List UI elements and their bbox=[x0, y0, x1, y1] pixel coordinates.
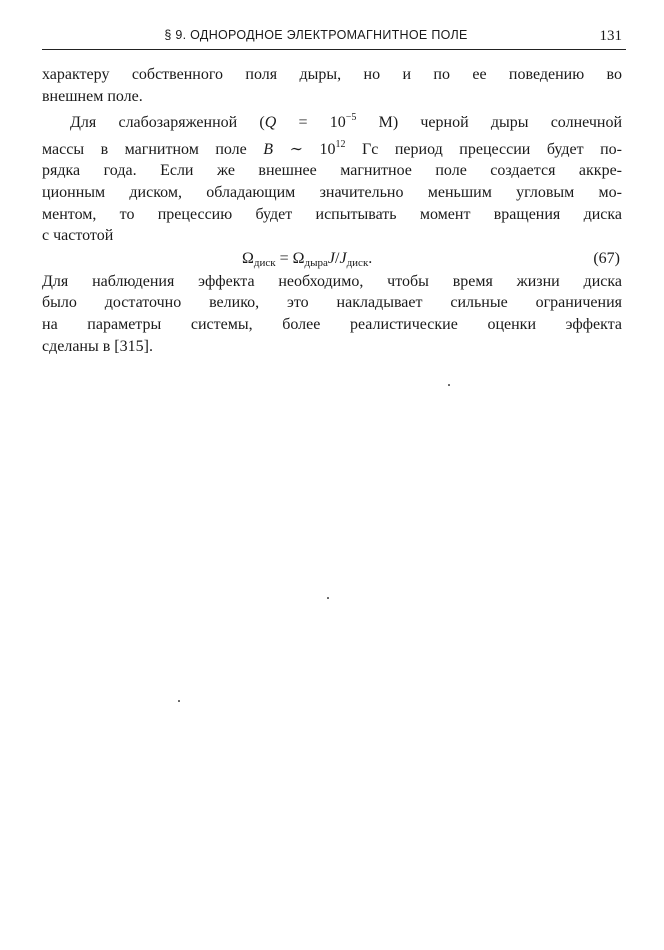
text-line bbox=[42, 134, 622, 161]
text-line bbox=[42, 107, 622, 134]
text-line: внешнем поле. bbox=[42, 87, 143, 105]
text-line: ментом, то прецессию будет испытывать момент вращения диска bbox=[42, 205, 622, 223]
text-line: характеру собственного поля дыры, но и по ее поведению во bbox=[42, 66, 622, 83]
text-segment: = 10 bbox=[276, 114, 346, 132]
running-head: § 9. ОДНОРОДНОЕ ЭЛЕКТРОМАГНИТНОЕ ПОЛЕ bbox=[164, 28, 468, 42]
text-segment: Для слабозаряженной ( bbox=[70, 114, 265, 132]
exponent: −5 bbox=[345, 112, 357, 124]
page-number: 131 bbox=[599, 28, 622, 44]
text-line: Для наблюдения эффекта необходимо, чтобы время жизни диска bbox=[42, 272, 622, 290]
subscript: диск bbox=[253, 256, 276, 269]
header-rule bbox=[42, 49, 626, 50]
text-segment: M) черной дыры солнечной bbox=[356, 114, 622, 132]
period: . bbox=[368, 249, 373, 267]
paragraph-1 bbox=[42, 64, 622, 107]
exponent: 12 bbox=[335, 138, 346, 150]
body-text bbox=[42, 64, 622, 357]
paragraph-3 bbox=[42, 271, 622, 357]
equation-67 bbox=[42, 248, 622, 270]
text-line: рядка года. Если же внешнее магнитное поле создается аккре- bbox=[42, 162, 622, 180]
text-line: на параметры системы, более реалистические оценки эффекта bbox=[42, 315, 622, 333]
text-segment: ∼ 10 bbox=[273, 140, 336, 158]
text-line: сделаны в [315]. bbox=[42, 337, 153, 355]
equation-number: (67) bbox=[593, 249, 620, 267]
scan-speck bbox=[327, 597, 329, 599]
text-segment: массы в магнитном поле bbox=[42, 140, 264, 158]
omega-symbol: Ω bbox=[242, 249, 254, 267]
text-segment: Гс период прецессии будет по- bbox=[345, 140, 623, 158]
text-line: с частотой bbox=[42, 227, 114, 245]
paragraph-2 bbox=[42, 107, 622, 247]
scan-speck bbox=[448, 384, 450, 386]
text-line: ционным диском, обладающим значительно меньшим угловым мо- bbox=[42, 183, 622, 201]
subscript: дыра bbox=[304, 256, 328, 269]
equation-formula bbox=[242, 248, 372, 275]
symbol-charge: Q bbox=[264, 114, 277, 132]
symbol-j: J bbox=[327, 249, 336, 267]
symbol-j: J bbox=[339, 249, 347, 267]
equals-omega: = Ω bbox=[275, 249, 305, 267]
slash: / bbox=[335, 249, 340, 267]
subscript: диск bbox=[346, 256, 369, 269]
symbol-field: B bbox=[263, 140, 274, 158]
text-line: было достаточно велико, это накладывает сильные ограничения bbox=[42, 294, 622, 312]
page-header bbox=[42, 28, 626, 48]
scan-speck bbox=[178, 700, 180, 702]
